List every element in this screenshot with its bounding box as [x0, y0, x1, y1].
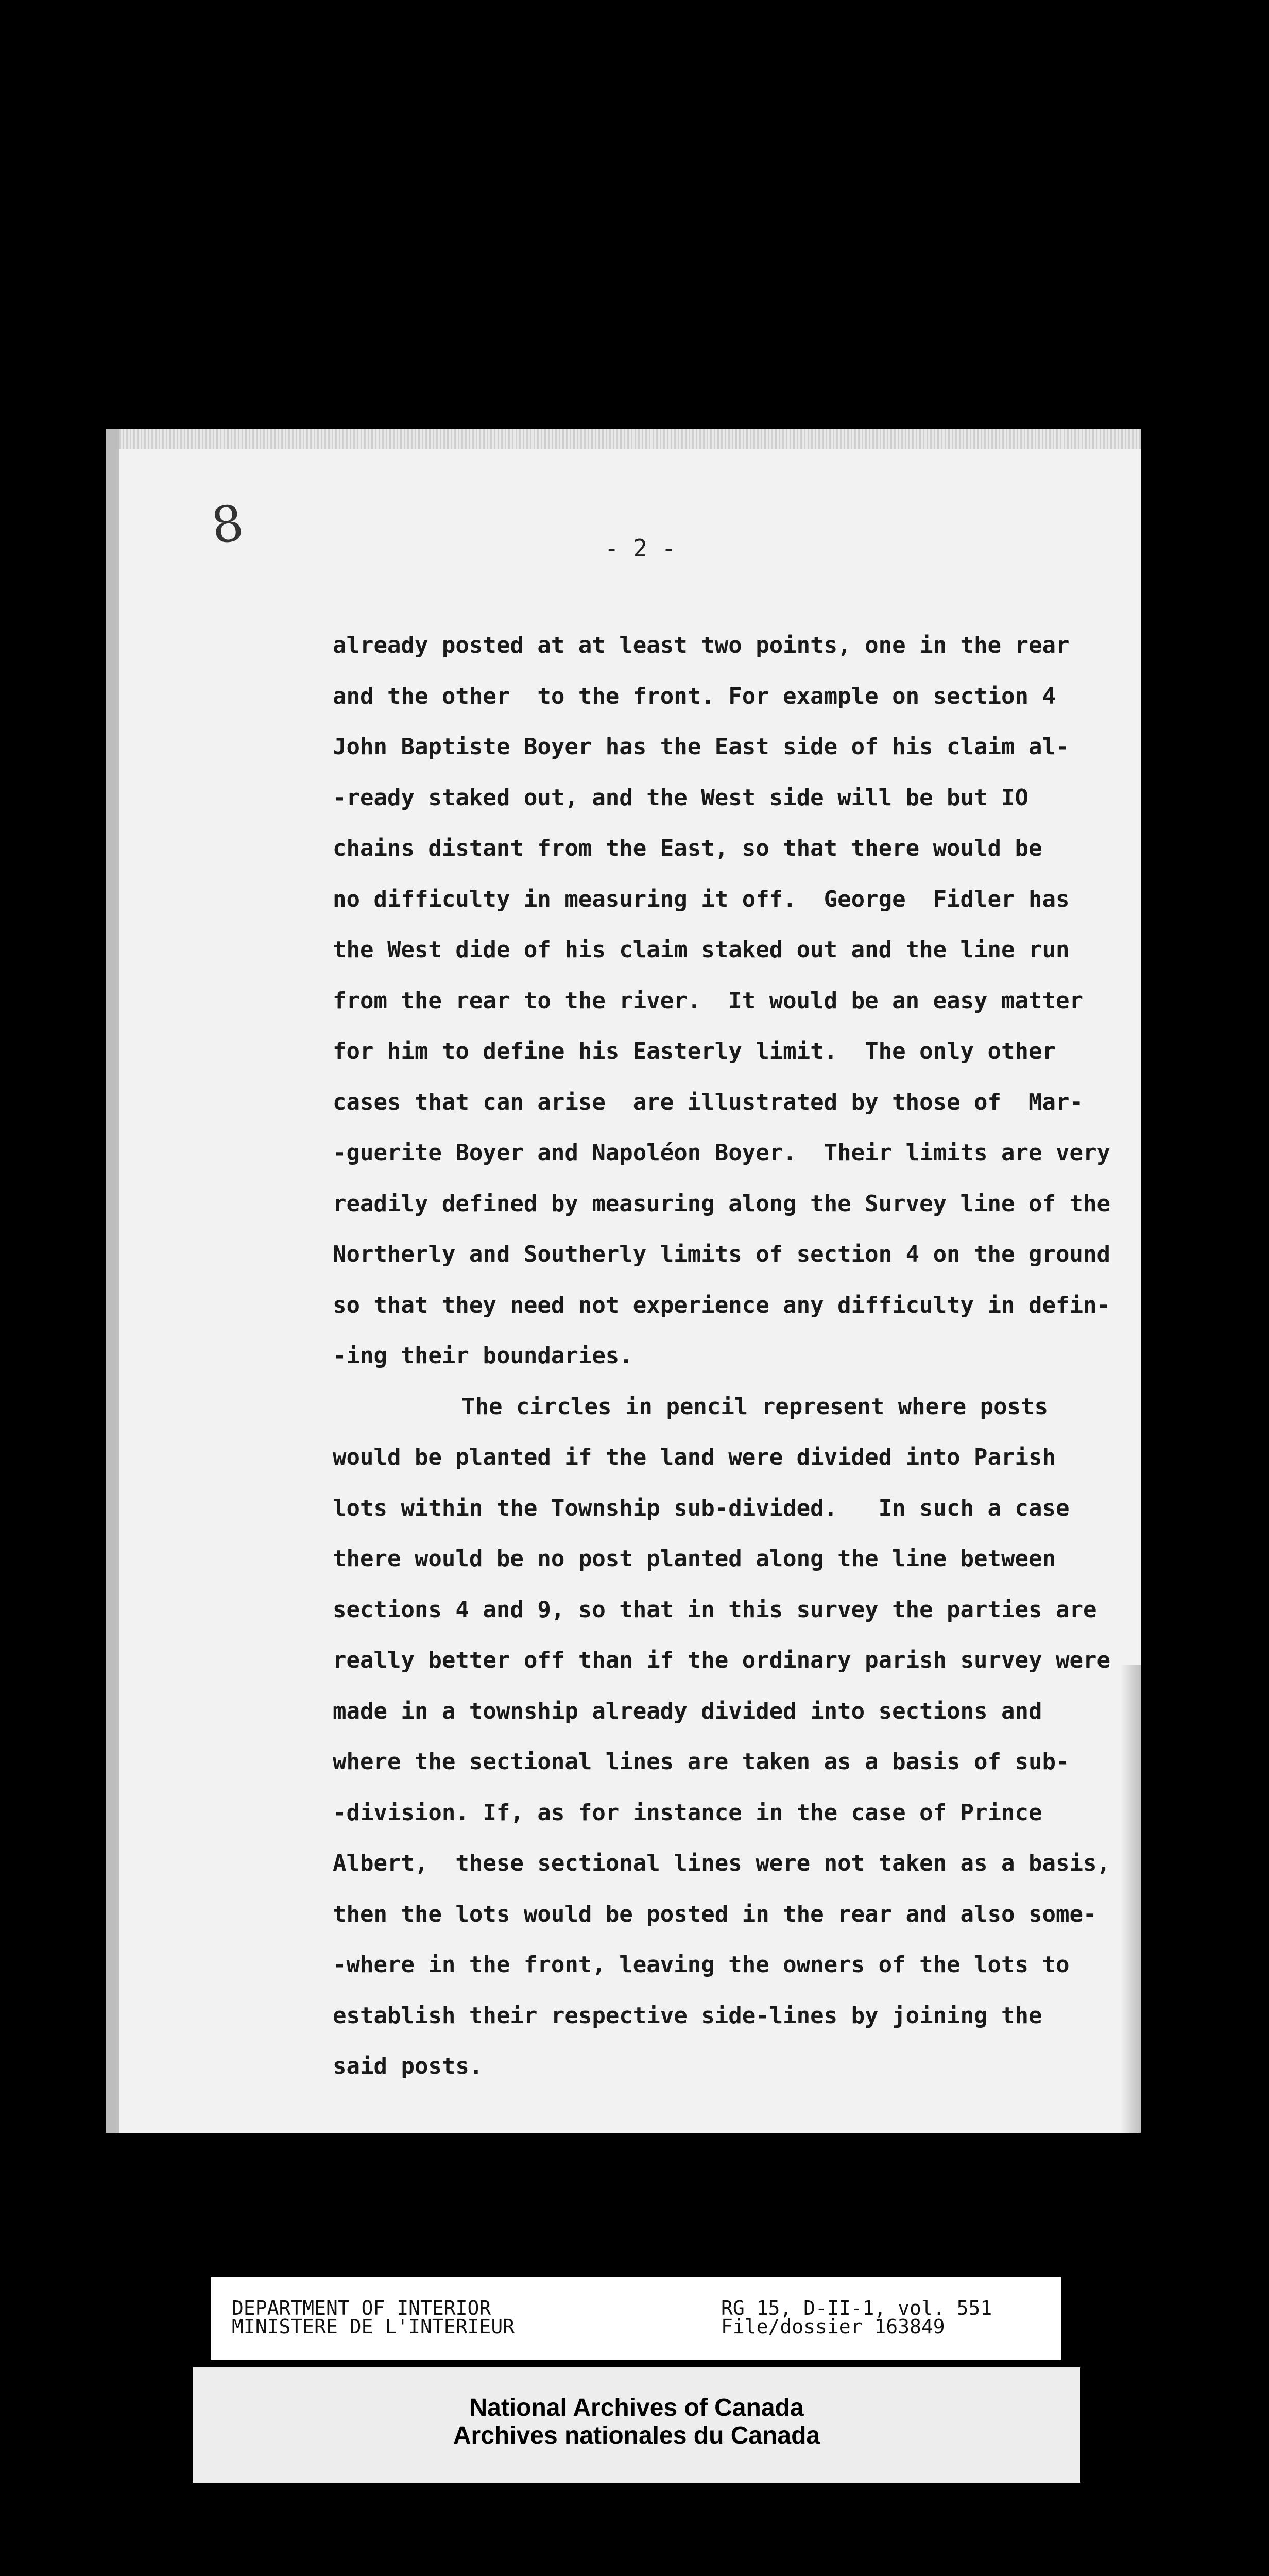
- text-line: said posts.: [333, 2053, 483, 2079]
- text-line: the West dide of his claim staked out and the line run: [333, 937, 1070, 963]
- text-line: there would be no post planted along the line between: [333, 1546, 1056, 1572]
- text-line: Northerly and Southerly limits of section 4 on the ground: [333, 1241, 1110, 1267]
- margin-mark: 8: [208, 494, 247, 555]
- text-line: made in a township already divided into sections and: [333, 1698, 1042, 1724]
- department-fr: MINISTERE DE L'INTERIEUR: [232, 2315, 515, 2338]
- text-line: readily defined by measuring along the Survey line of the: [333, 1190, 1110, 1217]
- record-group: RG 15, D-II-1, vol. 551: [721, 2297, 992, 2319]
- text-line: then the lots would be posted in the rear and also some-: [333, 1901, 1097, 1927]
- text-line: and the other to the front. For example on section 4: [333, 683, 1056, 709]
- text-line: John Baptiste Boyer has the East side of his claim al-: [333, 734, 1070, 760]
- document-page: [106, 429, 1141, 2133]
- body-text: [333, 620, 1110, 2092]
- text-line: chains distant from the East, so that there would be: [333, 835, 1042, 861]
- file-number: File/dossier 163849: [721, 2315, 945, 2338]
- page-number: - 2 -: [604, 534, 676, 562]
- text-line: sections 4 and 9, so that in this survey the parties are: [333, 1596, 1097, 1623]
- text-line: really better off than if the ordinary parish survey were: [333, 1647, 1110, 1673]
- text-line: -where in the front, leaving the owners of the lots to: [333, 1952, 1070, 1978]
- text-line: from the rear to the river. It would be an easy matter: [333, 987, 1083, 1014]
- text-line: cases that can arise are illustrated by those of Mar-: [333, 1089, 1083, 1115]
- page-top-edge: [119, 429, 1141, 449]
- text-line: lots within the Township sub-divided. In such a case: [333, 1495, 1070, 1521]
- text-line: no difficulty in measuring it off. George Fidler has: [333, 886, 1070, 912]
- reference-block: [721, 2299, 992, 2336]
- text-line: -division. If, as for instance in the case of Prince: [333, 1799, 1042, 1826]
- department-en: DEPARTMENT OF INTERIOR: [232, 2297, 491, 2319]
- text-line: would be planted if the land were divided into Parish: [333, 1444, 1056, 1470]
- text-line: -ready staked out, and the West side will be but IO: [333, 784, 1029, 811]
- archives-stamp: [193, 2367, 1080, 2483]
- archive-reference-label: [211, 2277, 1061, 2360]
- text-line: already posted at at least two points, one in the rear: [333, 632, 1070, 658]
- text-line: -guerite Boyer and Napoléon Boyer. Their limits are very: [333, 1140, 1110, 1166]
- text-line: establish their respective side-lines by joining the: [333, 2002, 1042, 2029]
- text-line: -ing their boundaries.: [333, 1343, 633, 1369]
- text-line: where the sectional lines are taken as a basis of sub-: [333, 1749, 1070, 1775]
- department-block: [232, 2299, 515, 2336]
- text-line: The circles in pencil represent where posts: [461, 1393, 1049, 1420]
- archives-name-en: National Archives of Canada: [469, 2394, 804, 2421]
- text-line: for him to define his Easterly limit. The only other: [333, 1038, 1056, 1064]
- archives-name-fr: Archives nationales du Canada: [453, 2422, 820, 2449]
- text-line: so that they need not experience any difficulty in defin-: [333, 1292, 1110, 1318]
- text-line: Albert, these sectional lines were not taken as a basis,: [333, 1850, 1110, 1876]
- page-fold-shadow: [1120, 1665, 1141, 2133]
